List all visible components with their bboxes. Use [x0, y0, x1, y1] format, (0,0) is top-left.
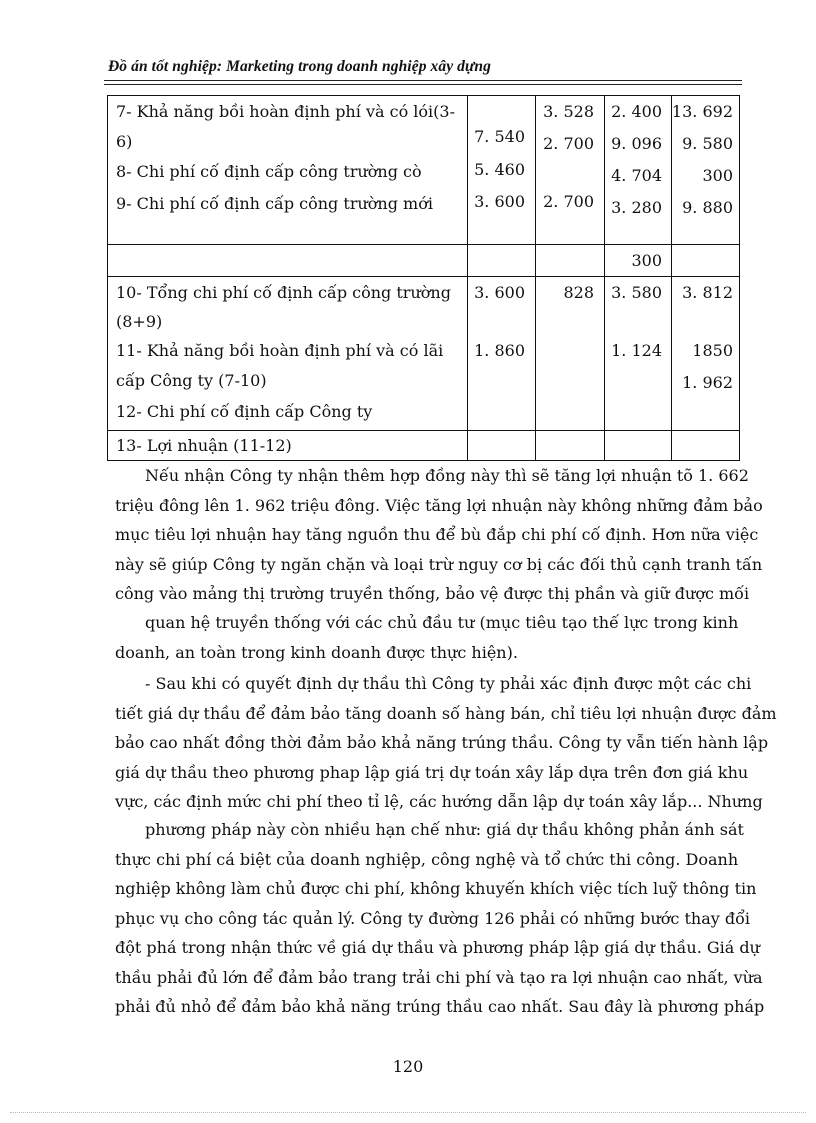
text-line: công vào mảng thị trường truyền thống, bảo vệ được thị phần và giữ được mối [115, 584, 750, 603]
table-cell: 3. 812 [682, 283, 733, 302]
row-label: 11- Khả năng bồi hoàn định phí và có lãi [116, 341, 444, 360]
paragraph-4 [115, 820, 765, 1027]
table-cell: 3. 280 [611, 198, 662, 217]
column-divider [535, 96, 536, 460]
table-cell: 1850 [692, 341, 733, 360]
table-cell: 3. 600 [474, 283, 525, 302]
paragraph-1 [115, 466, 763, 614]
column-divider [604, 96, 605, 460]
table-cell: 7. 540 [474, 127, 525, 146]
row-label: (8+9) [116, 312, 163, 331]
row-divider [108, 244, 739, 245]
table-cell: 2. 700 [543, 192, 594, 211]
table-cell: 4. 704 [611, 166, 662, 185]
text-line: giá dự thầu theo phương phap lập giá trị dự toán xây lắp dựa trên đơn giá khu [115, 762, 749, 782]
text-line: thầu phải đủ lớn để đảm bảo trang trải chi phí và tạo ra lợi nhuận cao nhất, vừa [115, 967, 763, 987]
cost-table [107, 95, 740, 461]
table-cell: 2. 400 [611, 102, 662, 121]
text-line: triệu đông lên 1. 962 triệu đông. Việc tăng lợi nhuận này không những đảm bảo [115, 495, 763, 515]
row-label: 9- Chi phí cố định cấp công trường mới [116, 194, 433, 213]
table-cell: 9. 096 [611, 134, 662, 153]
text-line: phục vụ cho công tác quản lý. Công ty đường 126 phải có những bước thay đổi [115, 908, 751, 928]
text-line: quan hệ truyền thống với các chủ đầu tư (mục tiêu tạo thế lực trong kinh [145, 613, 739, 632]
row-divider [108, 430, 739, 431]
table-cell: 9. 580 [682, 134, 733, 153]
table-cell: 2. 700 [543, 134, 594, 153]
text-line: đột phá trong nhận thức về giá dự thầu và phương pháp lập giá dự thầu. Giá dự [115, 938, 760, 957]
table-cell: 1. 860 [474, 341, 525, 360]
table-cell: 300 [702, 166, 733, 185]
row-label: 12- Chi phí cố định cấp Công ty [116, 402, 373, 421]
table-cell: 3. 600 [474, 192, 525, 211]
row-divider [108, 276, 739, 277]
text-line: này sẽ giúp Công ty ngăn chặn và loại trừ nguy cơ bị các đối thủ cạnh tranh tấn [115, 554, 763, 574]
table-cell: 3. 580 [611, 283, 662, 302]
row-label: cấp Công ty (7-10) [116, 371, 267, 390]
text-line: doanh, an toàn trong kinh doanh được thực hiện). [115, 642, 518, 662]
row-label: 6) [116, 132, 133, 151]
row-label: 13- Lợi nhuận (11-12) [116, 436, 292, 455]
page-number: 120 [392, 1057, 424, 1076]
text-line: phải đủ nhỏ để đảm bảo khả năng trúng thầu cao nhất. Sau đây là phương pháp [115, 997, 765, 1016]
text-line: nghiệp không làm chủ được chi phí, không khuyến khích việc tích luỹ thông tin [115, 879, 757, 898]
text-line: phương pháp này còn nhiều hạn chế như: giá dự thầu không phản ánh sát [145, 820, 744, 839]
table-cell: 9. 880 [682, 198, 733, 217]
column-divider [671, 96, 672, 460]
table-cell: 5. 460 [474, 160, 525, 179]
table-cell: 1. 962 [682, 373, 733, 392]
header-rule-top [104, 80, 742, 81]
text-line: bảo cao nhất đồng thời đảm bảo khả năng trúng thầu. Công ty vẫn tiến hành lập [115, 733, 769, 752]
text-line: vực, các định mức chi phí theo tỉ lệ, các hướng dẫn lập dự toán xây lắp... Nhưng [115, 792, 763, 811]
table-cell: 1. 124 [611, 341, 662, 360]
table-cell: 300 [631, 251, 662, 270]
paragraph-3 [115, 674, 777, 822]
table-cell: 3. 528 [543, 102, 594, 121]
column-divider [467, 96, 468, 460]
page-edge-dotted-line [10, 1112, 806, 1113]
row-label: 7- Khả năng bồi hoàn định phí và có lói(3- [116, 102, 455, 121]
paragraph-2 [115, 613, 739, 672]
table-cell: 13. 692 [671, 102, 733, 121]
row-label: 10- Tổng chi phí cố định cấp công trường [116, 283, 451, 302]
page-header-title: Đồ án tốt nghiệp: Marketing trong doanh nghiệp xây dựng [108, 58, 491, 75]
text-line: Nếu nhận Công ty nhận thêm hợp đồng này thì sẽ tăng lợi nhuận tõ 1. 662 [145, 466, 749, 485]
header-rule-bottom [104, 84, 742, 85]
text-line: - Sau khi có quyết định dự thầu thì Công ty phải xác định được một các chi [145, 674, 752, 693]
row-label: 8- Chi phí cố định cấp công trường cò [116, 162, 422, 181]
text-line: tiết giá dự thầu để đảm bảo tăng doanh số hàng bán, chỉ tiêu lợi nhuận được đảm [115, 703, 777, 723]
table-cell: 828 [563, 283, 594, 302]
text-line: thực chi phí cá biệt của doanh nghiệp, công nghệ và tổ chức thi công. Doanh [115, 849, 739, 869]
text-line: mục tiêu lợi nhuận hay tăng nguồn thu để bù đắp chi phí cố định. Hơn nữa việc [115, 525, 759, 544]
